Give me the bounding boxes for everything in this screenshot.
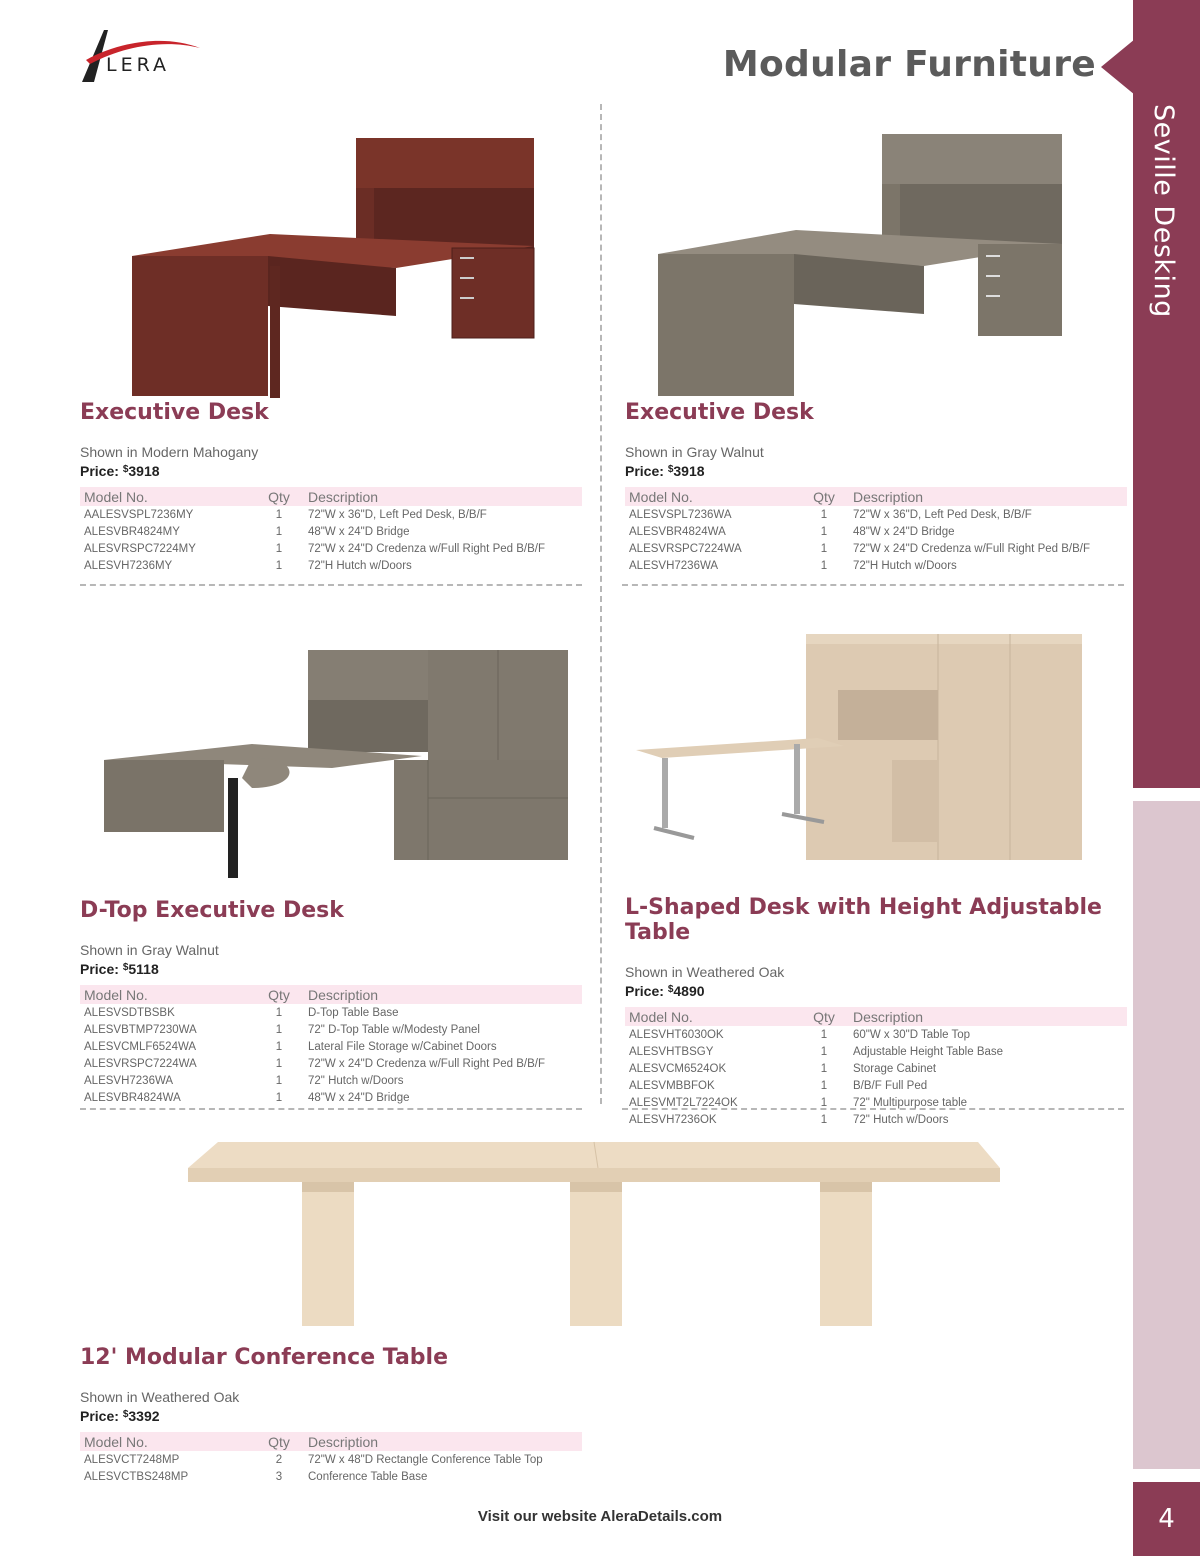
- executive-desk-mahogany-image: [130, 136, 540, 400]
- table-row: ALESVBR4824MY 1 48"W x 24"D Bridge: [84, 525, 410, 538]
- product-price: Price: $5118: [80, 961, 159, 977]
- table-row: ALESVHT6030OK 1 60"W x 30"D Table Top: [629, 1028, 971, 1041]
- product-price: Price: $3918: [625, 463, 705, 479]
- product-executive-desk-gray-walnut: [625, 400, 1127, 574]
- side-decor-bar: [1133, 801, 1200, 1469]
- footer-website[interactable]: Visit our website AleraDetails.com: [477, 1508, 723, 1525]
- spec-table: Model No. Qty Description ALESVHT6030OK 1 60"W x 30"D Table Top ALESVHTBSGY 1 Adjustable Height Table Base ALESVCM6524OK 1 Storage Cabinet ALESVMBBFOK 1 B/B/F Full Ped ALESVMT2L7224OK 1 72" Multipurpose table ALESVH7236OK 1 72" Hutch w/Doors: [625, 1007, 1127, 1128]
- spec-table: Model No. Qty Description ALESVSDTBSBK 1 D-Top Table Base ALESVBTMP7230WA 1 72" D-Top Table w/Modesty Panel ALESVCMLF6524WA 1 Lateral File Storage w/Cabinet Doors ALESVRSPC7224WA 1 72"W x 24"D Credenza w/Full Right Ped B/B/F ALESVH7236WA 1 72" Hutch w/Doors ALESVBR4824WA 1 48"W x 24"D Bridge: [80, 985, 582, 1106]
- table-row: ALESVH7236OK 1 72" Hutch w/Doors: [629, 1113, 949, 1126]
- table-row: ALESVSDTBSBK 1 D-Top Table Base: [84, 1006, 399, 1019]
- table-row: ALESVRSPC7224WA 1 72"W x 24"D Credenza w/Full Right Ped B/B/F: [84, 1057, 545, 1070]
- row-divider: [80, 1108, 582, 1110]
- product-finish: Shown in Weathered Oak: [625, 964, 785, 980]
- table-row: ALESVCTBS248MP 3 Conference Table Base: [84, 1470, 428, 1483]
- table-row: ALESVH7236WA 1 72"H Hutch w/Doors: [629, 559, 957, 572]
- table-row: ALESVCMLF6524WA 1 Lateral File Storage w/Cabinet Doors: [84, 1040, 497, 1053]
- product-executive-desk-mahogany: [80, 400, 582, 574]
- table-row: ALESVRSPC7224WA 1 72"W x 24"D Credenza w/Full Right Ped B/B/F: [629, 542, 1090, 555]
- table-row: ALESVBR4824WA 1 48"W x 24"D Bridge: [629, 525, 955, 538]
- section-tab-label: Seville Desking: [1148, 104, 1179, 318]
- product-finish: Shown in Modern Mahogany: [80, 444, 259, 460]
- product-conference-table: [80, 1345, 582, 1485]
- product-price: Price: $3918: [80, 463, 160, 479]
- product-finish: Shown in Weathered Oak: [80, 1389, 240, 1405]
- product-title: Executive Desk: [625, 400, 814, 425]
- page-number: 4: [1133, 1482, 1200, 1556]
- product-d-top-executive-desk: [80, 898, 582, 1106]
- table-row: ALESVSPL7236WA 1 72"W x 36"D, Left Ped Desk, B/B/F: [629, 508, 1032, 521]
- table-row: ALESVRSPC7224MY 1 72"W x 24"D Credenza w/Full Right Ped B/B/F: [84, 542, 545, 555]
- page-title: Modular Furniture: [722, 44, 1096, 85]
- alera-logo: [78, 24, 218, 88]
- d-top-executive-desk-image: [102, 648, 570, 878]
- logo-text: LERA: [106, 54, 171, 76]
- table-row: ALESVCM6524OK 1 Storage Cabinet: [629, 1062, 937, 1075]
- product-finish: Shown in Gray Walnut: [80, 942, 219, 958]
- executive-desk-gray-walnut-image: [656, 132, 1066, 400]
- section-tab-notch: [1101, 39, 1135, 95]
- table-row: ALESVMT2L7224OK 1 72" Multipurpose table: [629, 1096, 968, 1109]
- product-price: Price: $3392: [80, 1408, 160, 1424]
- table-row: ALESVBR4824WA 1 48"W x 24"D Bridge: [84, 1091, 410, 1104]
- product-price: Price: $4890: [625, 983, 705, 999]
- table-row: ALESVHTBSGY 1 Adjustable Height Table Base: [629, 1045, 1004, 1058]
- row-divider: [622, 584, 1124, 586]
- table-row: ALESVBTMP7230WA 1 72" D-Top Table w/Modesty Panel: [84, 1023, 480, 1036]
- column-divider: [600, 104, 602, 1104]
- row-divider: [80, 584, 582, 586]
- table-row: AALESVSPL7236MY 1 72"W x 36"D, Left Ped Desk, B/B/F: [84, 508, 487, 521]
- spec-table: Model No. Qty Description ALESVCT7248MP 2 72"W x 48"D Rectangle Conference Table Top ALESVCTBS248MP 3 Conference Table Base: [80, 1432, 582, 1485]
- product-finish: Shown in Gray Walnut: [625, 444, 764, 460]
- conference-table-image: [188, 1140, 1000, 1330]
- spec-table: Model No. Qty Description AALESVSPL7236MY 1 72"W x 36"D, Left Ped Desk, B/B/F ALESVBR4824MY 1 48"W x 24"D Bridge ALESVRSPC7224MY 1 72"W x 24"D Credenza w/Full Right Ped B/B/F ALESVH7236MY 1 72"H Hutch w/Doors: [80, 487, 582, 574]
- table-row: ALESVH7236MY 1 72"H Hutch w/Doors: [84, 559, 412, 572]
- product-title: L-Shaped Desk with Height Adjustable Table: [625, 895, 1102, 945]
- table-row: ALESVMBBFOK 1 B/B/F Full Ped: [629, 1079, 928, 1092]
- product-title: D-Top Executive Desk: [80, 898, 344, 923]
- table-row: ALESVCT7248MP 2 72"W x 48"D Rectangle Conference Table Top: [84, 1453, 543, 1466]
- product-l-shaped-desk: [625, 895, 1127, 1128]
- table-row: ALESVH7236WA 1 72" Hutch w/Doors: [84, 1074, 404, 1087]
- spec-table: Model No. Qty Description ALESVSPL7236WA 1 72"W x 36"D, Left Ped Desk, B/B/F ALESVBR4824WA 1 48"W x 24"D Bridge ALESVRSPC7224WA 1 72"W x 24"D Credenza w/Full Right Ped B/B/F ALESVH7236WA 1 72"H Hutch w/Doors: [625, 487, 1127, 574]
- product-title: Executive Desk: [80, 400, 269, 425]
- product-title: 12' Modular Conference Table: [80, 1345, 449, 1370]
- l-shaped-desk-image: [634, 632, 1084, 860]
